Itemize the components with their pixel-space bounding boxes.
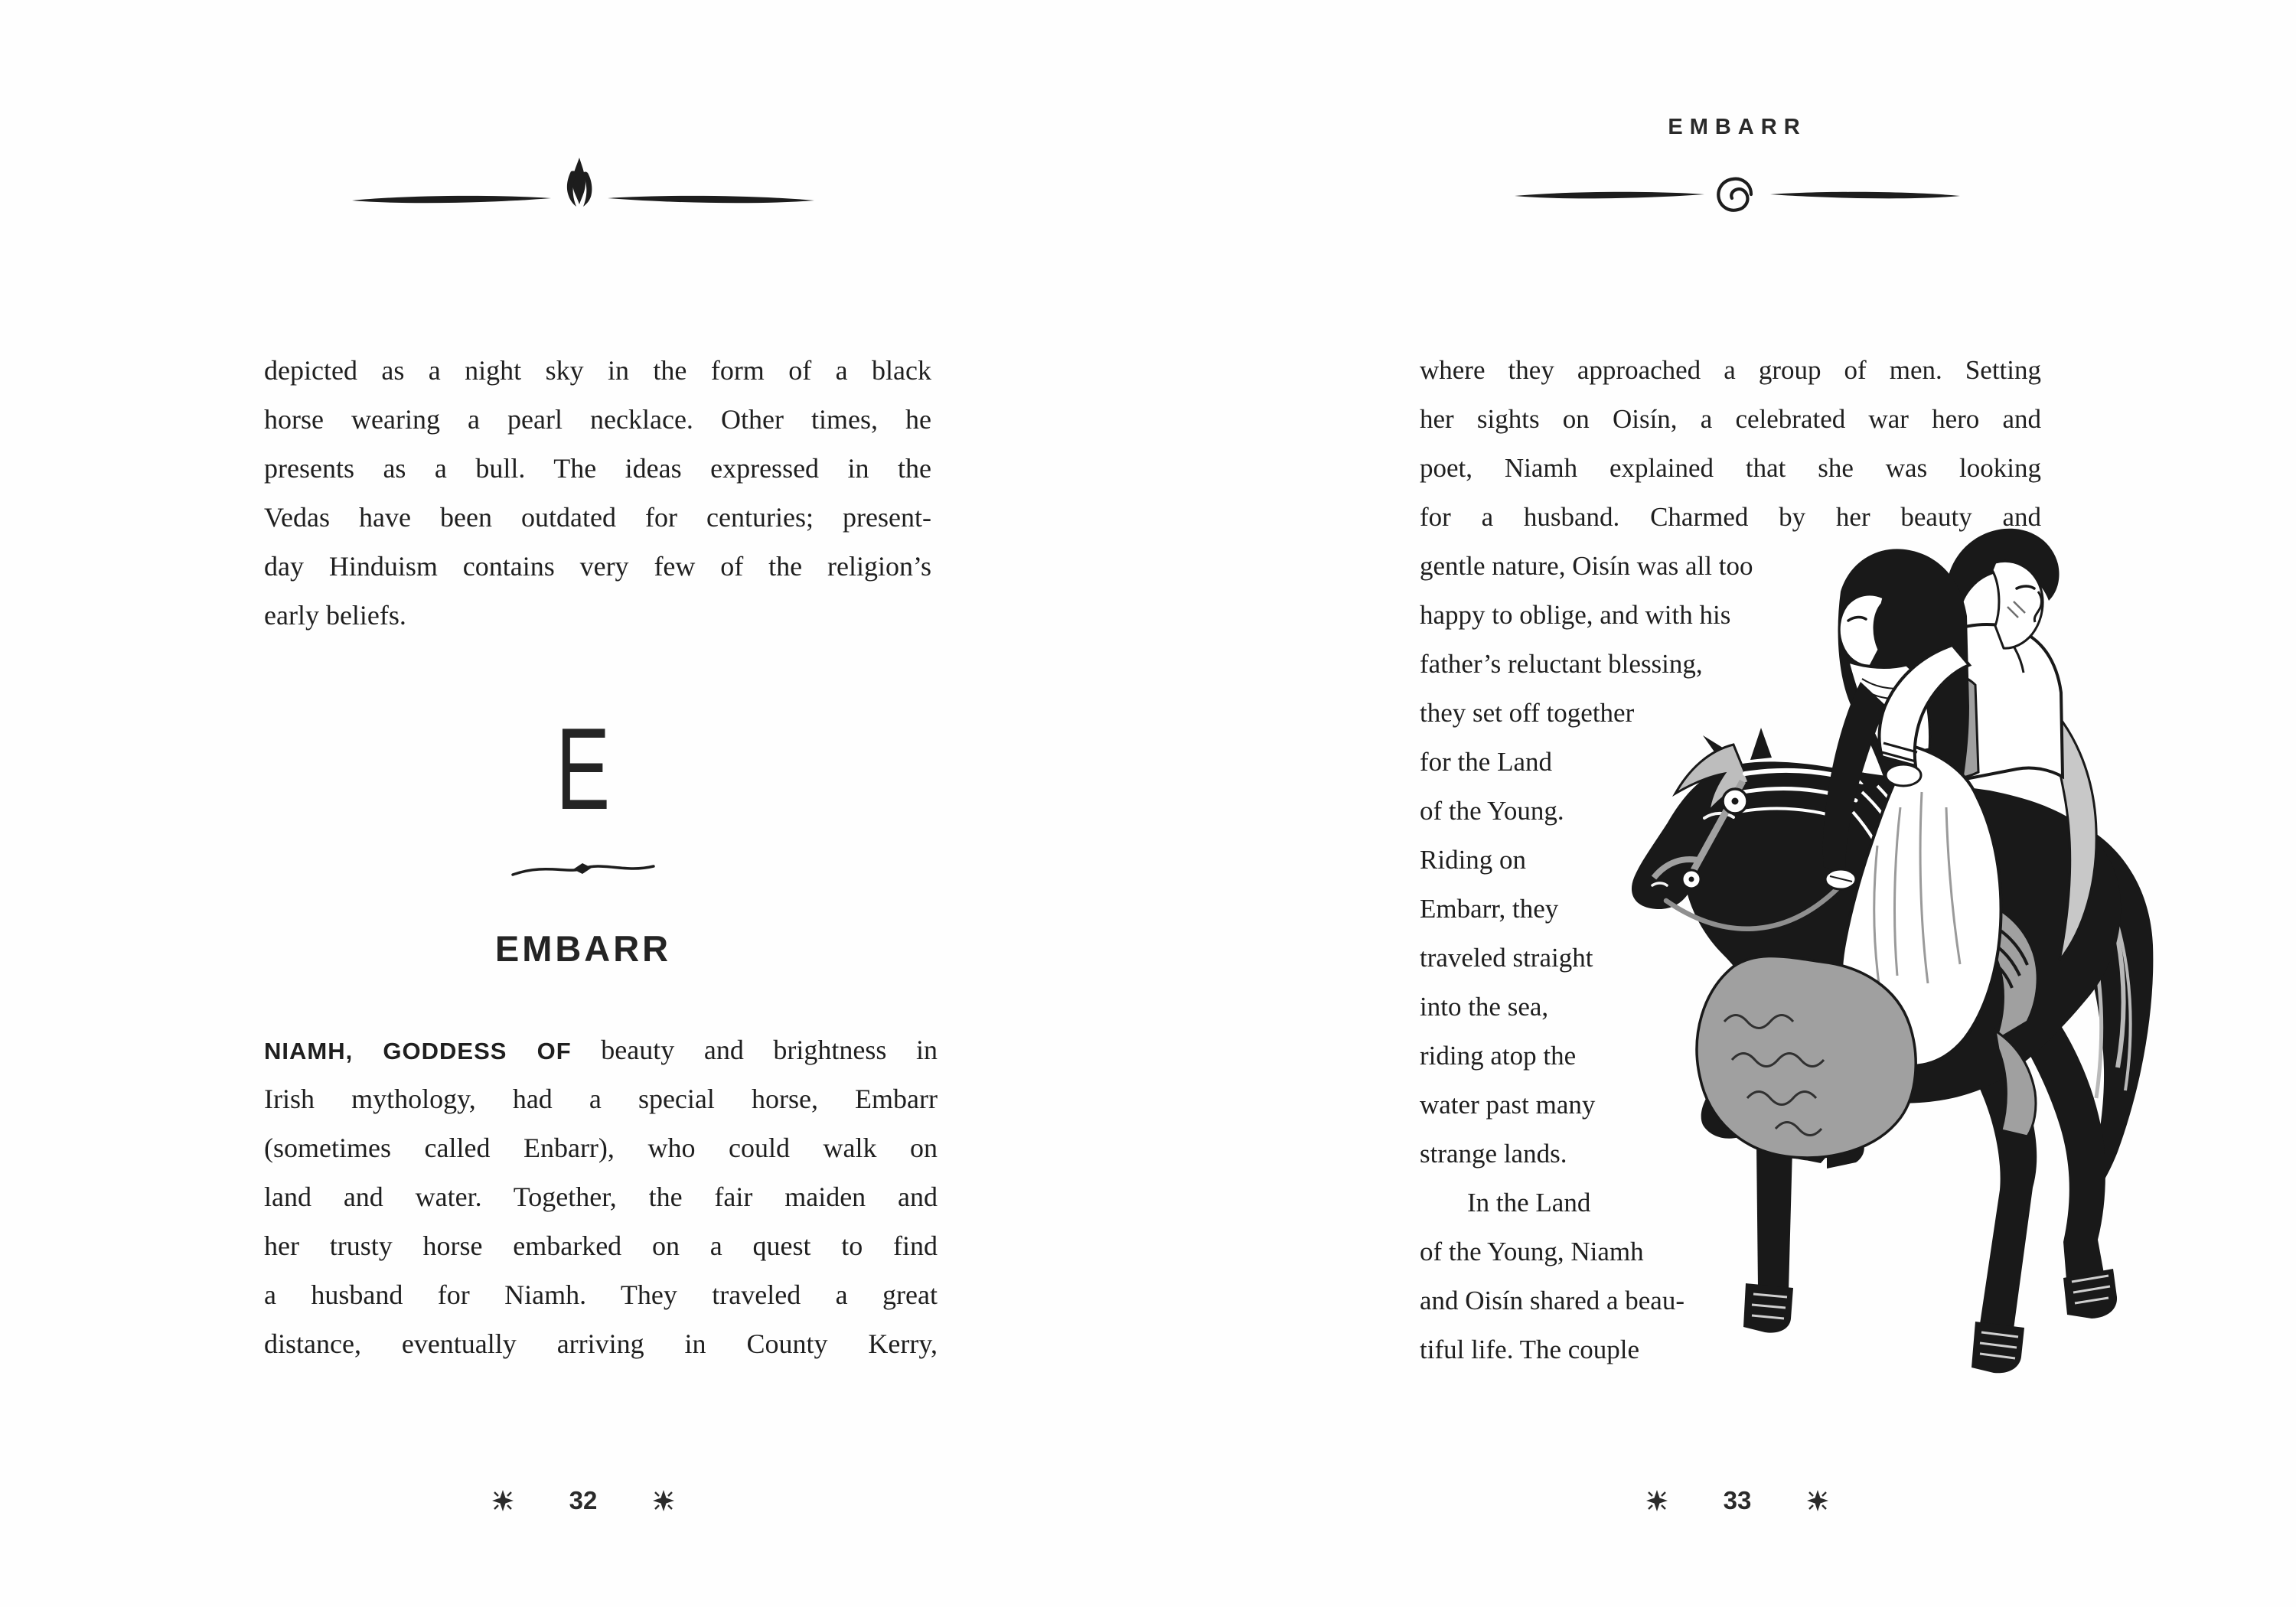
paragraph-hinduism <box>264 346 931 640</box>
swash-flourish-icon <box>510 857 656 883</box>
text-line: distance, eventually arriving in County Kerry, <box>264 1328 938 1359</box>
text-line: riding atop the <box>1420 1041 1577 1071</box>
text-line: of the Young. <box>1420 796 1564 826</box>
sparkle-star-icon <box>1645 1489 1668 1512</box>
illustration-niamh-oisin-riding-embarr <box>1619 517 2154 1377</box>
text-line: early beliefs. <box>264 600 406 631</box>
text-line: father’s reluctant blessing, <box>1420 649 1703 679</box>
flame-icon <box>567 158 592 207</box>
text-line: water past many <box>1420 1090 1596 1120</box>
text-line: Embarr, they <box>1420 894 1559 924</box>
oisin-hand <box>1886 764 1921 786</box>
text-line: day Hinduism contains very few of the religion’s <box>264 551 931 582</box>
swash-ornament <box>9 857 1157 883</box>
sparkle-star-icon <box>1806 1489 1829 1512</box>
text-line: land and water. Together, the fair maiden and <box>264 1182 938 1212</box>
running-head: EMBARR <box>1668 115 1807 139</box>
text-line: where they approached a group of men. Setting <box>1420 355 2041 385</box>
text-line: gentle nature, Oisín was all too <box>1420 551 1753 581</box>
flame-divider-ornament <box>9 156 1157 220</box>
text-line: for a husband. Charmed by her beauty and <box>1420 502 2041 532</box>
section-letter-wrap <box>9 704 1157 834</box>
text-line: strange lands. <box>1420 1139 1567 1169</box>
folio-left <box>9 1486 1157 1515</box>
sparkle-star-icon <box>491 1489 514 1512</box>
text-line: In the Land <box>1467 1188 1591 1217</box>
section-title-wrap <box>9 927 1157 970</box>
section-letter: E <box>556 704 611 834</box>
spiral-icon <box>1718 179 1751 210</box>
section-title: EMBARR <box>494 928 672 969</box>
text-line: Irish mythology, had a special horse, Embarr <box>264 1084 938 1114</box>
text-line: and Oisín shared a beau- <box>1420 1286 1684 1315</box>
text-line: happy to oblige, and with his <box>1420 600 1731 630</box>
text-line: tiful life. The couple <box>1420 1335 1640 1364</box>
text-line: a husband for Niamh. They traveled a great <box>264 1279 938 1310</box>
text-line: presents as a bull. The ideas expressed in the <box>264 453 931 484</box>
text-line: (sometimes called Enbarr), who could walk on <box>264 1133 938 1163</box>
text-line: poet, Niamh explained that she was looking <box>1420 453 2041 483</box>
horse-ear <box>1750 728 1772 760</box>
spiral-divider-icon <box>1512 174 1963 217</box>
leadin-text: NIAMH, GODDESS OF <box>264 1038 572 1064</box>
text-line <box>264 1025 938 1074</box>
sparkle-star-icon <box>652 1489 675 1512</box>
page-number: 33 <box>1723 1486 1752 1514</box>
running-head-wrap <box>1163 115 2296 140</box>
folio-right <box>1163 1486 2296 1515</box>
text-line: her trusty horse embarked on a quest to find <box>264 1231 938 1261</box>
text-line: for the Land <box>1420 747 1552 777</box>
text-line: they set off together <box>1420 698 1635 728</box>
paragraph-niamh <box>264 1025 938 1368</box>
flame-divider-icon <box>346 156 820 220</box>
text-line: into the sea, <box>1420 992 1549 1022</box>
spiral-divider-ornament <box>1163 174 2296 217</box>
text-line: Vedas have been outdated for centuries; present- <box>264 502 931 533</box>
text-line: of the Young, Niamh <box>1420 1237 1644 1266</box>
text-line: depicted as a night sky in the form of a black <box>264 355 931 386</box>
text-line: Riding on <box>1420 845 1527 875</box>
leadin-rest: beauty and brightness in <box>601 1035 938 1065</box>
page-number: 32 <box>569 1486 598 1514</box>
text-line: horse wearing a pearl necklace. Other times, he <box>264 404 931 435</box>
text-line: traveled straight <box>1420 943 1593 973</box>
text-line: her sights on Oisín, a celebrated war hero and <box>1420 404 2041 434</box>
horse-ruff-collar <box>1697 956 1916 1157</box>
